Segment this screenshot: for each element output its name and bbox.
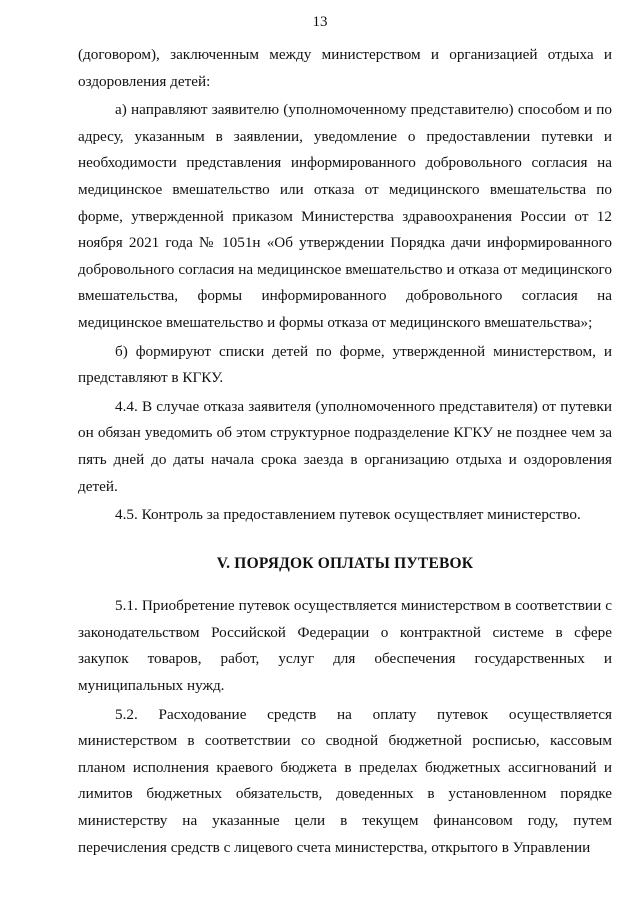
section-heading: V. ПОРЯДОК ОПЛАТЫ ПУТЕВОК [216, 554, 474, 572]
paragraph-4-4: 4.4. В случае отказа заявителя (уполномоченного представителя) от путевки он обязан уведомить об этом структурное подразделение КГКУ не позднее чем за пять дней до даты начала срока заезда в организацию отдыха и оздоровления детей. [78, 397, 612, 495]
document-body [78, 42, 612, 861]
paragraph-5-1: 5.1. Приобретение путевок осуществляется министерством в соответствии с законодательством Российской Федерации о контрактной системе в сфере закупок товаров, работ, услуг для обеспечения государственных и муниципальных нужд. [78, 597, 612, 695]
page-number: 13 [312, 14, 328, 30]
paragraph-item-a: а) направляют заявителю (уполномоченному представителю) способом и по адресу, указанным в заявлении, уведомление о предоставлении путевки и необходимости представления информированного добровольного согласия на медицинское вмешательство или отказа от медицинского вмешательства по форме, утвержденной приказом Министерства здравоохранения России от 12 ноября 2021 года № 1051н «Об утверждении Порядка дачи информированного добровольного согласия на медицинское вмешательство и отказа от медицинского вмешательства, формы информированного добровольного согласия на медицинское вмешательство и формы отказа от медицинского вмешательства»; [78, 101, 612, 331]
paragraph-5-2: 5.2. Расходование средств на оплату путевок осуществляется министерством в соответствии со сводной бюджетной росписью, кассовым планом исполнения краевого бюджета в пределах бюджетных ассигнований и лимитов бюджетных обязательств, доведенных в установленном порядке министерству на указанные цели в текущем финансовом году, путем перечисления средств с лицевого счета министерства, открытого в Управлении [78, 705, 612, 856]
paragraph-continuation: (договором), заключенным между министерством и организацией отдыха и оздоровления детей: [78, 46, 612, 90]
paragraph-item-b: б) формируют списки детей по форме, утвержденной министерством, и представляют в КГКУ. [78, 342, 612, 387]
paragraph-4-5: 4.5. Контроль за предоставлением путевок осуществляет министерство. [115, 506, 581, 524]
